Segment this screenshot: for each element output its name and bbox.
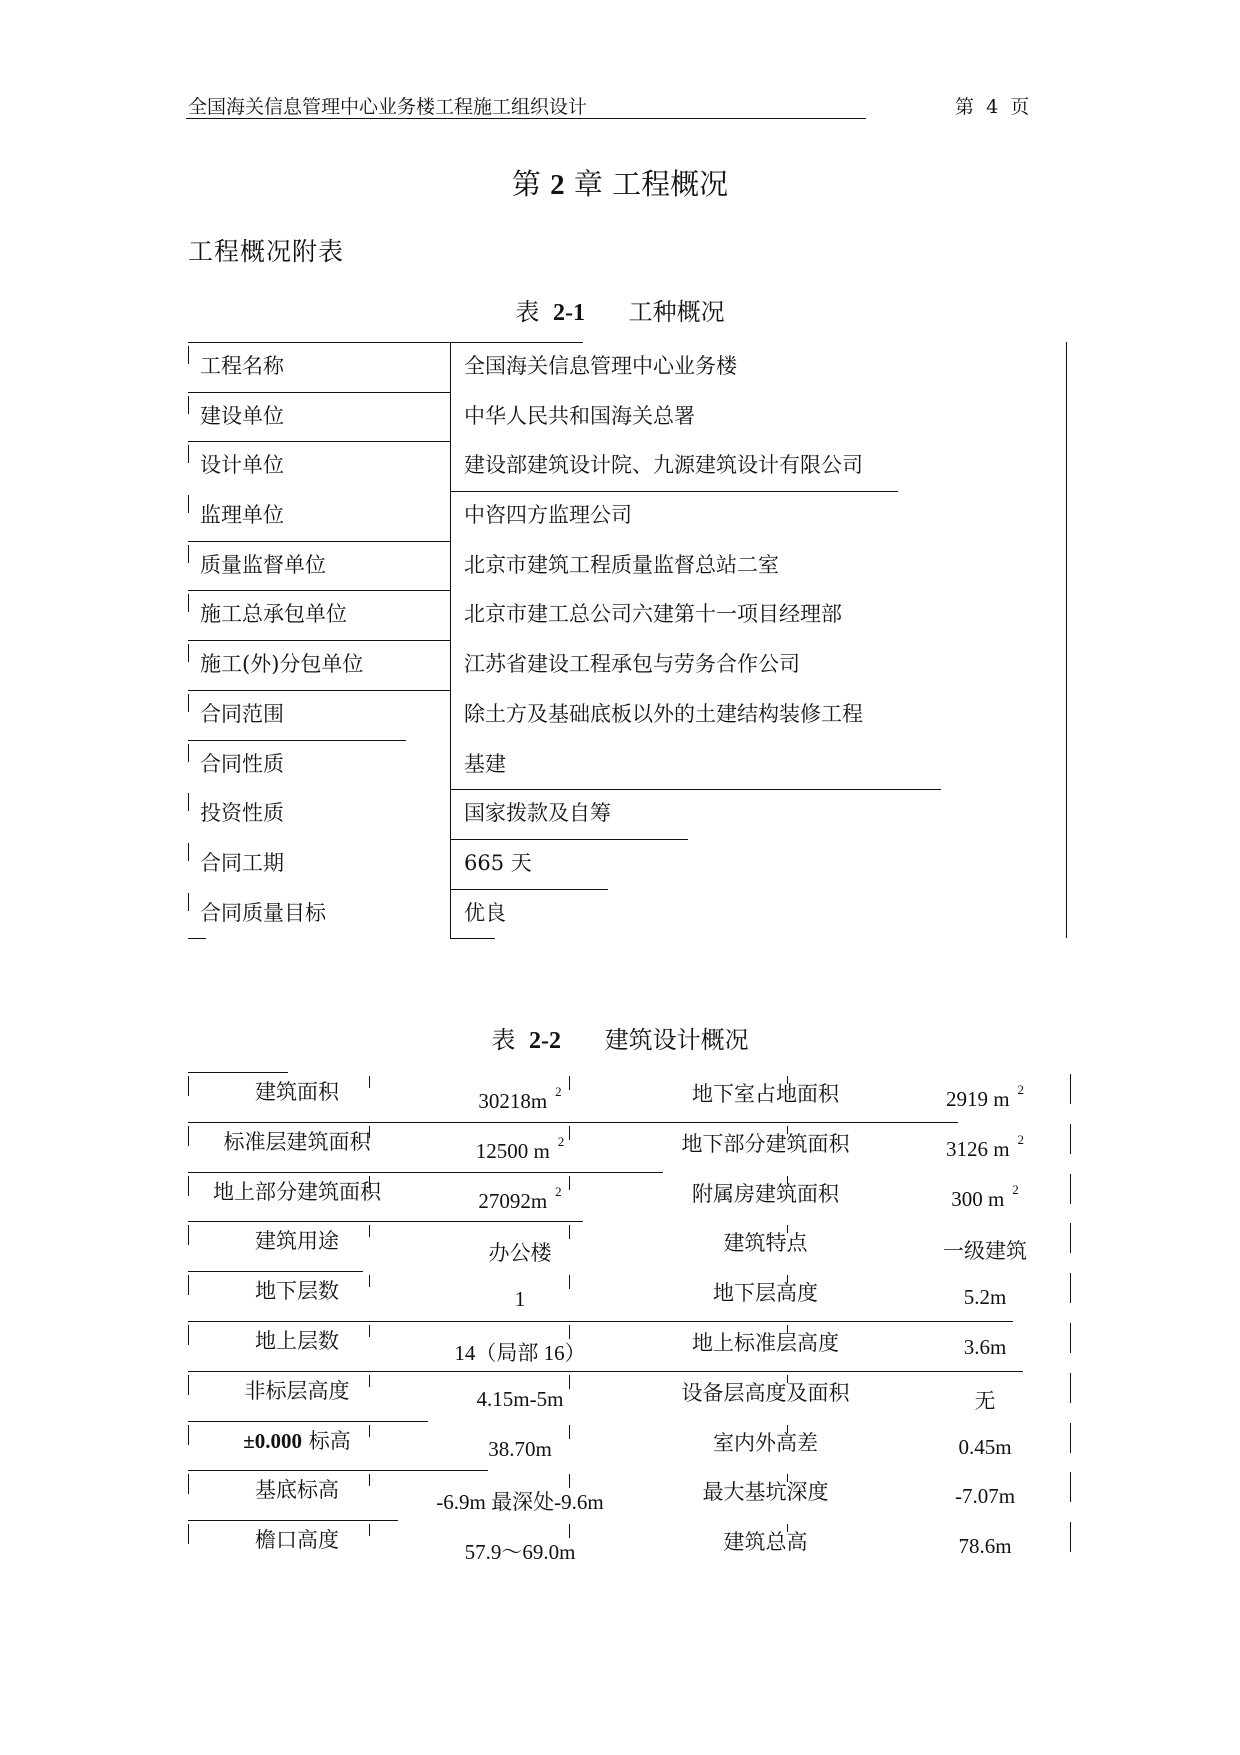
field-label-left: 地下层数 <box>255 1279 339 1304</box>
table-row <box>188 690 1068 740</box>
row-right-border <box>1070 1174 1071 1204</box>
left-value-cell <box>410 1536 630 1566</box>
row-left-border <box>188 694 189 712</box>
chapter-number: 2 <box>550 169 565 201</box>
field-label-right: 设备层高度及面积 <box>681 1380 850 1405</box>
superscript: 2 <box>1012 1181 1019 1197</box>
left-label-cell <box>188 1474 406 1504</box>
left-label-cell <box>188 1375 406 1405</box>
field-label: 质量监督单位 <box>200 552 326 577</box>
right-label-cell <box>633 1327 898 1357</box>
section-title: 工程概况附表 <box>188 237 345 266</box>
field-label: 投资性质 <box>200 801 284 826</box>
table-1-caption-title: 工种概况 <box>628 298 725 326</box>
field-value: 基建 <box>464 751 506 776</box>
field-value-right: 一级建筑 <box>943 1239 1027 1264</box>
table-row <box>188 1271 1078 1321</box>
row-rule <box>188 392 450 393</box>
row-right-border <box>1066 342 1067 392</box>
row-right-border <box>1066 740 1067 790</box>
field-label-left-text: 标高 <box>308 1428 351 1453</box>
table-row <box>188 1072 1078 1122</box>
row-left-border <box>188 545 189 563</box>
field-value: 全国海关信息管理中心业务楼 <box>464 354 737 378</box>
field-label: 建设单位 <box>200 403 284 428</box>
field-value: 中华人民共和国海关总署 <box>464 403 695 428</box>
right-value-cell <box>900 1285 1070 1310</box>
field-value: 建设部建筑设计院、九源建筑设计有限公司 <box>464 453 863 478</box>
row-rule <box>188 1122 958 1123</box>
page-number: 第 4 页 <box>955 96 1030 118</box>
field-value: 北京市建工总公司六建第十一项目经理部 <box>464 602 842 627</box>
field-value-left: 办公楼 <box>488 1241 552 1266</box>
left-value-cell <box>410 1133 630 1164</box>
column-divider <box>450 690 451 740</box>
table-row <box>188 590 1068 640</box>
field-value: 北京市建筑工程质量监督总站二室 <box>464 552 779 577</box>
right-value-cell <box>900 1235 1070 1265</box>
field-value: 国家拨款及自筹 <box>464 801 611 826</box>
field-value: 中咨四方监理公司 <box>464 503 632 528</box>
superscript: 2 <box>1017 1131 1025 1147</box>
left-label-cell <box>188 1076 406 1106</box>
table-1-caption-prefix: 表 <box>515 298 540 326</box>
field-label-left: 建筑用途 <box>255 1229 339 1254</box>
row-right-border <box>1066 789 1067 839</box>
right-label-cell <box>633 1227 898 1257</box>
left-label-cell <box>188 1275 406 1305</box>
row-rule <box>450 491 898 492</box>
row-rule <box>188 1371 1023 1372</box>
right-label-cell <box>633 1377 898 1407</box>
row-left-border <box>188 843 189 861</box>
right-value-cell <box>900 1335 1070 1360</box>
left-label-cell <box>188 1325 406 1355</box>
left-label-cell <box>188 1126 406 1156</box>
right-label-cell <box>633 1078 898 1108</box>
table-row <box>188 1470 1078 1520</box>
row-right-border <box>1070 1223 1071 1253</box>
field-label: 合同性质 <box>200 751 284 776</box>
row-left-border <box>188 644 189 662</box>
field-label-left-code: ±0.000 <box>243 1428 303 1453</box>
right-value-cell <box>900 1131 1070 1162</box>
field-label-right: 室内外高差 <box>713 1430 818 1455</box>
row-rule <box>188 1321 1013 1322</box>
row-left-border <box>188 893 189 911</box>
row-rule <box>188 640 450 641</box>
table-1-caption-number: 2-1 <box>553 300 585 326</box>
row-rule <box>188 1271 363 1272</box>
field-label-right: 最大基坑深度 <box>702 1480 829 1505</box>
field-value-left: 57.9～69.0m <box>464 1540 576 1565</box>
field-value-left: 30218m <box>478 1089 548 1113</box>
field-label-left: 建筑面积 <box>255 1080 339 1104</box>
right-label-cell <box>633 1178 898 1208</box>
right-label-cell <box>633 1526 898 1556</box>
row-rule <box>450 789 941 790</box>
row-left-border <box>188 396 189 414</box>
field-value-left: 14（局部 16） <box>454 1340 586 1365</box>
chapter-title <box>0 162 1240 203</box>
field-value-left: 1 <box>514 1287 526 1312</box>
document-header-title: 全国海关信息管理中心业务楼工程施工组织设计 <box>188 96 588 118</box>
column-divider <box>450 441 451 491</box>
field-label: 合同范围 <box>200 701 284 726</box>
right-label-cell <box>633 1476 898 1506</box>
table-1-caption <box>0 292 1240 327</box>
table-row <box>188 392 1068 442</box>
row-right-border <box>1066 392 1067 442</box>
table-2-caption-title: 建筑设计概况 <box>604 1026 749 1054</box>
table-row <box>188 839 1068 889</box>
row-left-border <box>188 744 189 762</box>
field-label-left: 檐口高度 <box>255 1528 339 1553</box>
row-left-border <box>188 495 189 513</box>
row-rule <box>188 1421 428 1422</box>
row-right-border <box>1070 1074 1071 1104</box>
field-label-right: 建筑总高 <box>723 1530 808 1555</box>
field-value-right: 78.6m <box>958 1534 1012 1559</box>
table-row <box>188 789 1068 839</box>
left-value-cell <box>410 1486 630 1516</box>
row-rule <box>450 889 608 890</box>
row-left-border <box>188 445 189 463</box>
column-divider <box>450 541 451 591</box>
right-label-cell <box>633 1128 898 1158</box>
field-label-left: 标准层建筑面积 <box>223 1129 371 1154</box>
table-row <box>188 1321 1078 1371</box>
right-value-cell <box>900 1082 1070 1112</box>
field-label-right: 地下室占地面积 <box>692 1082 839 1106</box>
table-row <box>188 1122 1078 1172</box>
field-value-left: -6.9m 最深处-9.6m <box>436 1490 604 1515</box>
field-label-left: 基底标高 <box>255 1478 339 1503</box>
left-label-cell <box>188 1524 406 1554</box>
field-value-right: -7.07m <box>954 1484 1016 1509</box>
field-value-right: 0.45m <box>958 1434 1012 1459</box>
row-rule <box>188 1221 583 1222</box>
table-row <box>188 640 1068 690</box>
table-row <box>188 1172 1078 1222</box>
column-divider <box>450 491 451 541</box>
left-value-cell <box>410 1387 630 1412</box>
right-value-cell <box>900 1385 1070 1415</box>
right-value-cell <box>900 1484 1070 1509</box>
field-label-right: 地下部分建筑面积 <box>681 1131 850 1156</box>
field-label: 施工总承包单位 <box>200 602 347 627</box>
row-right-border <box>1070 1124 1071 1154</box>
chapter-prefix: 第 <box>511 167 541 201</box>
column-divider <box>450 839 451 889</box>
field-value: 665 天 <box>464 850 532 875</box>
row-right-border <box>1070 1273 1071 1303</box>
field-label-left: 非标层高度 <box>244 1378 350 1403</box>
row-rule <box>188 441 450 442</box>
right-value-cell <box>900 1435 1070 1460</box>
row-left-border <box>188 793 189 811</box>
column-divider <box>450 342 451 392</box>
field-value-left: 4.15m-5m <box>476 1386 564 1411</box>
superscript: 2 <box>557 1133 565 1149</box>
field-label: 合同质量目标 <box>200 900 326 925</box>
row-right-border <box>1070 1522 1071 1552</box>
field-value: 除土方及基础底板以外的土建结构装修工程 <box>464 701 863 726</box>
row-right-border <box>1066 441 1067 491</box>
left-label-cell <box>188 1425 406 1455</box>
left-label-cell <box>188 1225 406 1255</box>
table-row <box>188 342 1068 392</box>
project-overview-table <box>188 342 1068 942</box>
row-right-border <box>1066 889 1067 939</box>
row-rule <box>188 740 406 741</box>
left-value-cell <box>410 1084 630 1114</box>
table-end-marks <box>188 938 1068 942</box>
field-value-left: 12500 m <box>475 1138 550 1163</box>
row-right-border <box>1070 1373 1071 1403</box>
row-left-border <box>188 346 189 364</box>
table-row <box>188 491 1068 541</box>
left-value-cell <box>410 1337 630 1367</box>
row-right-border <box>1066 491 1067 541</box>
field-value-left: 38.70m <box>488 1436 552 1461</box>
column-divider <box>450 740 451 790</box>
left-label-cell <box>188 1176 406 1206</box>
row-rule <box>188 1072 288 1073</box>
row-rule <box>188 1520 398 1521</box>
field-label: 监理单位 <box>200 503 284 528</box>
row-right-border <box>1070 1323 1071 1353</box>
field-label-left: 地上部分建筑面积 <box>213 1179 381 1204</box>
field-label-right: 附属房建筑面积 <box>692 1181 839 1206</box>
row-rule <box>450 839 688 840</box>
row-right-border <box>1066 541 1067 591</box>
row-rule <box>188 1470 488 1471</box>
left-value-cell <box>410 1287 630 1312</box>
field-label: 设计单位 <box>200 453 284 478</box>
field-label-right: 建筑特点 <box>723 1231 808 1256</box>
table-row <box>188 889 1068 939</box>
architectural-design-table <box>188 1072 1078 1570</box>
field-value-left: 27092m <box>478 1188 548 1213</box>
row-left-border <box>188 594 189 612</box>
column-divider <box>450 889 451 939</box>
row-right-border <box>1066 839 1067 889</box>
field-value: 江苏省建设工程承包与劳务合作公司 <box>464 652 800 677</box>
column-divider <box>450 789 451 839</box>
chapter-suffix: 章 工程概况 <box>573 167 729 201</box>
row-rule <box>188 1172 663 1173</box>
table-row <box>188 740 1068 790</box>
field-label-left: 地上层数 <box>255 1328 339 1353</box>
right-value-cell <box>900 1534 1070 1559</box>
table-row <box>188 441 1068 491</box>
superscript: 2 <box>555 1084 562 1099</box>
field-value-right: 300 m <box>951 1186 1005 1211</box>
field-label: 工程名称 <box>200 354 284 378</box>
row-right-border <box>1066 590 1067 640</box>
field-value-right: 3.6m <box>963 1334 1007 1359</box>
column-divider <box>450 392 451 442</box>
row-right-border <box>1066 640 1067 690</box>
row-rule <box>188 541 450 542</box>
field-label-right: 地下层高度 <box>713 1281 818 1306</box>
left-value-cell <box>410 1183 630 1214</box>
left-value-cell <box>410 1437 630 1462</box>
superscript: 2 <box>555 1183 562 1199</box>
superscript: 2 <box>1017 1082 1025 1097</box>
field-value-right: 无 <box>974 1388 996 1413</box>
field-value-right: 2919 m <box>945 1087 1010 1111</box>
left-value-cell <box>410 1237 630 1267</box>
row-right-border <box>1066 690 1067 740</box>
table-row <box>188 541 1068 591</box>
column-divider <box>450 640 451 690</box>
field-label: 施工(外)分包单位 <box>200 652 364 677</box>
row-rule <box>188 690 450 691</box>
table-2-caption-prefix: 表 <box>491 1026 516 1054</box>
field-value-right: 5.2m <box>963 1285 1007 1310</box>
table-row <box>188 1421 1078 1471</box>
right-label-cell <box>633 1277 898 1307</box>
table-row <box>188 1520 1078 1570</box>
table-row <box>188 1221 1078 1271</box>
right-value-cell <box>900 1181 1070 1212</box>
row-rule <box>188 590 450 591</box>
field-value: 优良 <box>464 900 506 925</box>
field-value-right: 3126 m <box>945 1136 1010 1161</box>
table-row <box>188 1371 1078 1421</box>
row-right-border <box>1070 1423 1071 1453</box>
right-label-cell <box>633 1427 898 1457</box>
row-right-border <box>1070 1472 1071 1502</box>
row-rule <box>188 342 583 343</box>
column-divider <box>450 590 451 640</box>
table-2-caption <box>0 1020 1240 1055</box>
field-label: 合同工期 <box>200 850 284 875</box>
field-label-right: 地上标准层高度 <box>692 1330 839 1355</box>
table-2-caption-number: 2-2 <box>529 1028 561 1054</box>
header-divider <box>186 118 866 119</box>
